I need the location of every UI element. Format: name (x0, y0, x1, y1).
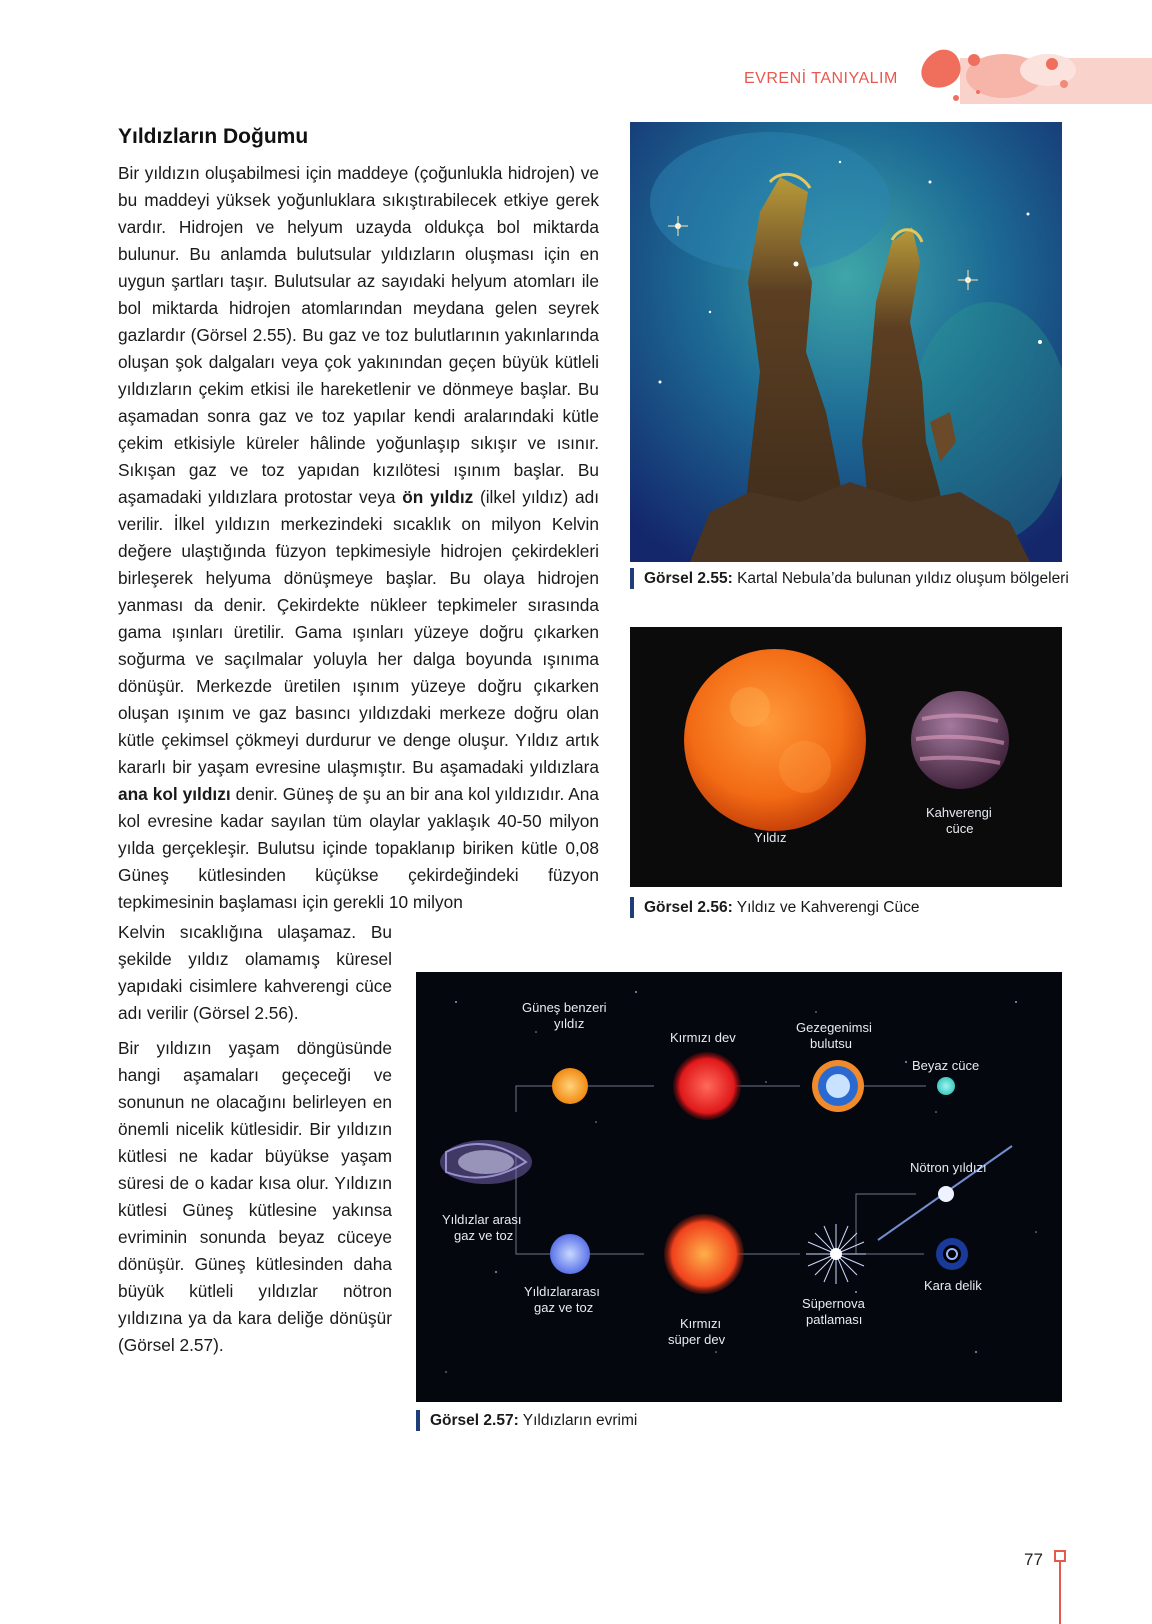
caption-2-57 (416, 1410, 1070, 1431)
brown-dwarf-label-line-2: cüce (946, 821, 974, 836)
caption-2-55-text: Kartal Nebula’da bulunan yıldız oluşum bölgeleri (737, 570, 1069, 587)
planetary-nebula-label-line-2: bulutsu (810, 1036, 852, 1051)
caption-2-55-number: Görsel 2.55: (644, 570, 733, 587)
gas-dust-label-line-1: Yıldızlararası (524, 1284, 600, 1299)
star-brown-dwarf-image (630, 627, 1062, 887)
black-hole-label: Kara delik (924, 1278, 982, 1293)
star-label: Yıldız (754, 830, 787, 845)
caption-2-56-text: Yıldız ve Kahverengi Cüce (736, 899, 920, 916)
eagle-nebula-image (630, 122, 1062, 562)
stellar-evolution-diagram (416, 972, 1062, 1402)
interstellar-label-line-1: Yıldızlar arası (442, 1212, 522, 1227)
supernova-label-line-2: patlaması (806, 1312, 863, 1327)
term-main-sequence: ana kol yıldızı (118, 784, 231, 804)
caption-2-57-number: Görsel 2.57: (430, 1412, 519, 1429)
page-marker-square (1054, 1550, 1066, 1562)
caption-2-56-number: Görsel 2.56: (644, 899, 733, 916)
caption-2-56 (630, 897, 1074, 918)
red-giant-label: Kırmızı dev (670, 1030, 736, 1045)
gas-dust-label-line-2: gaz ve toz (534, 1300, 594, 1315)
supernova-label-line-1: Süpernova (802, 1296, 865, 1311)
section-title: Yıldızların Doğumu (118, 125, 309, 148)
caption-2-55 (630, 568, 1074, 589)
paragraph-1-part-a: Bir yıldızın oluşabilmesi için maddeye (çoğunlukla hidrojen) ve bu maddeyi yüksek yoğunluklara sıkıştırabilecek etkiye gerek vardır. Hidrojen ve helyum uzayda oldukça bol miktarda bulunur. Bu anlamda bulutsular yıldızların oluşması için en uygun şartları taşır. Bulutsular az sayıdaki helyum atomları ile bol miktarda hidrojen atomlarından meydana gelen seyrek gazlardır (Görsel 2.55). Bu gaz ve toz bulutlarının yakınlarında oluşan şok dalgaları veya çok yakınından geçen büyük kütleli yıldızların çekim etkisi ile hareketlenir ve dönmeye başlar. Bu aşamadan sonra gaz ve toz yapılar kendi aralarındaki kütle çekim etkisiyle küreler hâlinde yoğunlaşıp sıkışır ve ısınır. Sıkışan gaz ve toz yapıdan kızılötesi ışınım başlar. Bu aşamadaki yıldızlara protostar veya (118, 163, 599, 507)
interstellar-label-line-2: gaz ve toz (454, 1228, 514, 1243)
chapter-title: EVRENİ TANIYALIM (744, 70, 898, 87)
paragraph-1-part-c: (ilkel yıldız) adı verilir. İlkel yıldızın merkezindeki sıcaklık on milyon Kelvin değere ulaştığında füzyon tepkimesiyle hidrojen çekirdekleri birleşerek helyuma dönüşmeye başlar. Bu olaya hidrojen yanması da denir. Çekirdekte nükleer tepkimeler sırasında gama ışınları üretilir. Gama ışınları yüzeye doğru çıkarken soğurma ve saçılmalar yoluyla her dalga boyunda ışınıma dönüşür. Merkezde üretilen ışınım yüzeye doğru çıkarken oluşan ışınım ve gaz basıncı yıldızdaki merkeze doğru olan kütle çekimsel çökmeyi durdurur ve denge oluşur. Yıldız artık kararlı bir yaşam evresine ulaşmıştır. Bu aşamadaki yıldızlara (118, 487, 600, 777)
header-decoration (920, 48, 1152, 104)
caption-2-57-text: Yıldızların evrimi (522, 1412, 638, 1429)
sunlike-star-label-line-1: Güneş benzeri (522, 1000, 607, 1015)
red-supergiant-label-line-2: süper dev (668, 1332, 726, 1347)
red-supergiant-label-line-1: Kırmızı (680, 1316, 722, 1331)
paragraph-1-part-d: denir. Güneş de şu an bir ana kol yıldızıdır. Ana kol evresine kadar sayılan tüm olaylar yaklaşık 40-50 milyon yılda gerçekleşir. Bulutsu içinde topaklanıp biriken kütle 0,08 Güneş kütlesinden küçükse çekirdeğindeki füzyon tepkimesinin başlaması için gerekli 10 milyon (118, 784, 599, 912)
planetary-nebula-label-line-1: Gezegenimsi (796, 1020, 872, 1035)
page-marker-line (1059, 1556, 1061, 1624)
white-dwarf-label: Beyaz cüce (912, 1058, 980, 1073)
paragraph-2: Bir yıldızın yaşam döngüsünde hangi aşamaları geçeceği ve sonunun ne olacağını belirleyen en önemli nicelik kütlesidir. Bir yıldızın kütlesi ne kadar büyükse yaşam süresi de o kadar kısa olur. Yıldızın kütlesi Güneş kütlesine yakınsa evriminin sonunda beyaz cüceye dönüşür. Güneş kütlesinden daha büyük kütleli yıldızlar nötron yıldızına ya da kara deliğe dönüşür (Görsel 2.57). (118, 1038, 392, 1355)
paragraph-1 (118, 160, 599, 916)
paragraph-1-continued: Kelvin sıcaklığına ulaşamaz. Bu şekilde yıldız olamamış küresel yapıdaki cisimlere kahverengi cüce adı verilir (Görsel 2.56). (118, 922, 392, 1023)
sunlike-star-label-line-2: yıldız (554, 1016, 585, 1031)
brown-dwarf-label-line-1: Kahverengi (926, 805, 992, 820)
term-protostar: ön yıldız (402, 487, 474, 507)
neutron-star-label: Nötron yıldızı (910, 1160, 987, 1175)
page-number: 77 (1024, 1550, 1043, 1569)
